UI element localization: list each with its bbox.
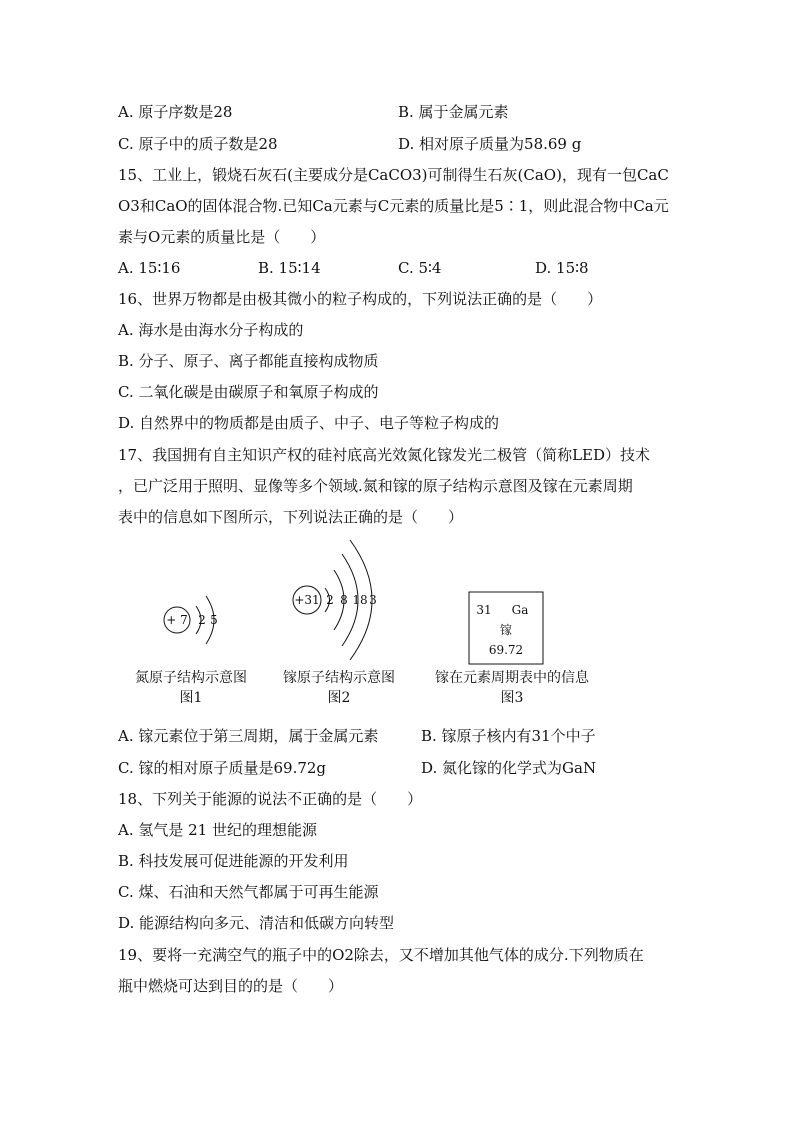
q14-option-a: A. 原子序数是28 [118,103,233,121]
q17-figures [118,530,618,670]
nitrogen-atom-diagram [164,596,218,644]
q15-option-a: A. 15∶16 [118,259,181,277]
q15-stem-line-3: 素与O元素的质量比是（ ） [118,228,326,246]
q18-option-a: A. 氢气是 21 世纪的理想能源 [118,821,317,839]
q18-option-c: C. 煤、石油和天然气都属于可再生能源 [118,883,379,901]
q15-stem-line-2: O3和CaO的固体混合物.已知Ca元素与C元素的质量比是5∶1，则此混合物中Ca元 [118,197,669,215]
gallium-periodic-cell [469,592,543,664]
q16-option-d: D. 自然界中的物质都是由质子、中子、电子等粒子构成的 [118,414,500,432]
gallium-symbol: Ga [511,603,529,617]
q19-stem-line-2: 瓶中燃烧可达到目的的是（ ） [118,977,344,995]
gallium-atom-diagram [293,540,377,660]
q17-option-a: A. 镓元素位于第三周期，属于金属元素 [118,727,379,745]
q16-option-b: B. 分子、原子、离子都能直接构成物质 [118,352,379,370]
q14-option-c: C. 原子中的质子数是28 [118,135,278,153]
q16-option-a: A. 海水是由海水分子构成的 [118,321,304,339]
fig3-label: 图3 [500,690,524,706]
fig3-caption: 镓在元素周期表中的信息 [435,670,589,686]
q15-stem-line-1: 15、工业上，锻烧石灰石(主要成分是CaCO3)可制得生石灰(CaO)，现有一包CaC [118,166,669,184]
gallium-shell-4-electrons: 3 [369,593,377,607]
gallium-shell-3-electrons: 18 [352,593,368,607]
q16-option-c: C. 二氧化碳是由碳原子和氧原子构成的 [118,383,379,401]
q15-option-d: D. 15∶8 [535,259,589,277]
q16-stem: 16、世界万物都是由极其微小的粒子构成的，下列说法正确的是（ ） [118,290,603,308]
q15-option-c: C. 5∶4 [398,259,442,277]
fig1-label: 图1 [179,690,203,706]
q17-option-d: D. 氮化镓的化学式为GaN [421,759,597,777]
q17-stem-line-1: 17、我国拥有自主知识产权的硅衬底高光效氮化镓发光二极管（简称LED）技术 [118,446,651,464]
gallium-shell-1-electrons: 2 [326,593,334,607]
q17-option-b: B. 镓原子核内有31个中子 [421,727,596,745]
q14-option-d: D. 相对原子质量为58.69 g [398,135,582,153]
fig2-caption: 镓原子结构示意图 [283,670,395,686]
nitrogen-nucleus-charge: + 7 [166,613,188,627]
q18-option-d: D. 能源结构向多元、清洁和低碳方向转型 [118,914,395,932]
q14-option-b: B. 属于金属元素 [398,103,509,121]
fig2-label: 图2 [327,690,351,706]
q18-stem: 18、下列关于能源的说法不正确的是（ ） [118,790,423,808]
q17-option-c: C. 镓的相对原子质量是69.72g [118,759,327,777]
nitrogen-shell-2-electrons: 5 [210,613,218,627]
nitrogen-shell-1-electrons: 2 [198,613,206,627]
q18-option-b: B. 科技发展可促进能源的开发利用 [118,852,349,870]
gallium-atomic-mass: 69.72 [488,643,524,657]
q15-option-b: B. 15∶14 [258,259,321,277]
gallium-nucleus-charge: +31 [294,593,320,607]
gallium-chinese-name: 镓 [499,623,513,637]
gallium-shell-2-electrons: 8 [340,593,348,607]
gallium-atomic-number: 31 [476,603,492,617]
fig1-caption: 氮原子结构示意图 [135,670,247,686]
q17-stem-line-3: 表中的信息如下图所示，下列说法正确的是（ ） [118,508,464,526]
q17-stem-line-2: ，已广泛用于照明、显像等多个领域.氮和镓的原子结构示意图及镓在元素周期 [118,477,633,495]
q19-stem-line-1: 19、要将一充满空气的瓶子中的O2除去，又不增加其他气体的成分.下列物质在 [118,946,644,964]
